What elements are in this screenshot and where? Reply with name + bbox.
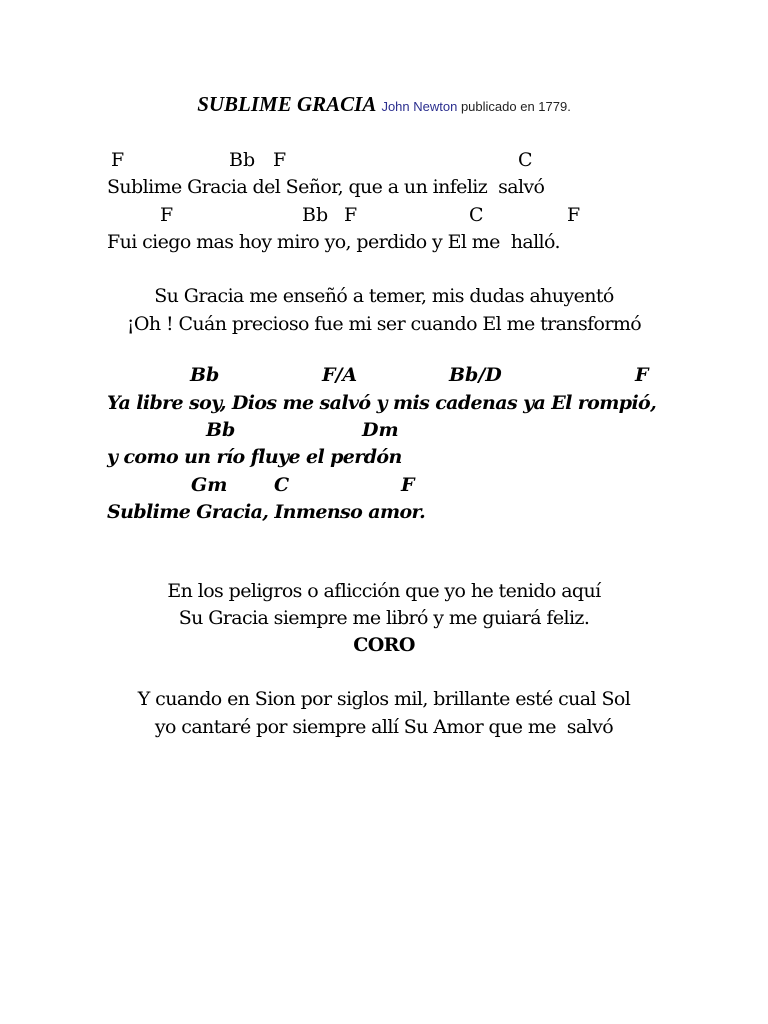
chorus-line: Sublime Gracia, Inmenso amor. xyxy=(107,501,426,523)
lyric-line: Y cuando en Sion por siglos mil, brillante esté cual Sol xyxy=(137,688,631,710)
chord: F xyxy=(160,204,174,226)
chord: Bb xyxy=(302,204,329,226)
song-title: SUBLIME GRACIA xyxy=(197,92,377,116)
song-header xyxy=(0,92,768,117)
lyric-line: Su Gracia siempre me libró y me guiará feliz. xyxy=(178,607,590,629)
chorus-marker: CORO xyxy=(353,634,415,656)
publication-note: publicado en 1779. xyxy=(457,99,571,114)
chorus-line: y como un río fluye el perdón xyxy=(107,446,402,468)
lyric-line: Sublime Gracia del Señor, que a un infeliz salvó xyxy=(107,176,545,198)
chord: Bb/D xyxy=(449,364,502,386)
lyric-line: ¡Oh ! Cuán precioso fue mi ser cuando El me transformó xyxy=(126,313,642,335)
chord: F xyxy=(567,204,581,226)
author-name: John Newton xyxy=(381,99,458,114)
chord: F xyxy=(111,149,125,171)
lyric-line: Su Gracia me enseñó a temer, mis dudas ahuyentó xyxy=(154,285,614,307)
chord: Bb xyxy=(190,364,220,386)
chord: F xyxy=(401,474,415,496)
chord: C xyxy=(469,204,484,226)
chord: F xyxy=(273,149,287,171)
chord: C xyxy=(274,474,290,496)
chord: Bb xyxy=(229,149,256,171)
chord: F xyxy=(344,204,358,226)
chord: F xyxy=(635,364,649,386)
chord: C xyxy=(518,149,533,171)
lyric-line: yo cantaré por siempre allí Su Amor que me salvó xyxy=(154,716,614,738)
chord: F/A xyxy=(322,364,358,386)
chord: Dm xyxy=(362,419,399,441)
chorus-line: Ya libre soy, Dios me salvó y mis cadenas ya El rompió, xyxy=(107,392,657,414)
chord: Bb xyxy=(206,419,236,441)
lyric-line: Fui ciego mas hoy miro yo, perdido y El me halló. xyxy=(107,231,560,253)
chord: Gm xyxy=(191,474,228,496)
lyric-line: En los peligros o aflicción que yo he tenido aquí xyxy=(167,580,601,602)
